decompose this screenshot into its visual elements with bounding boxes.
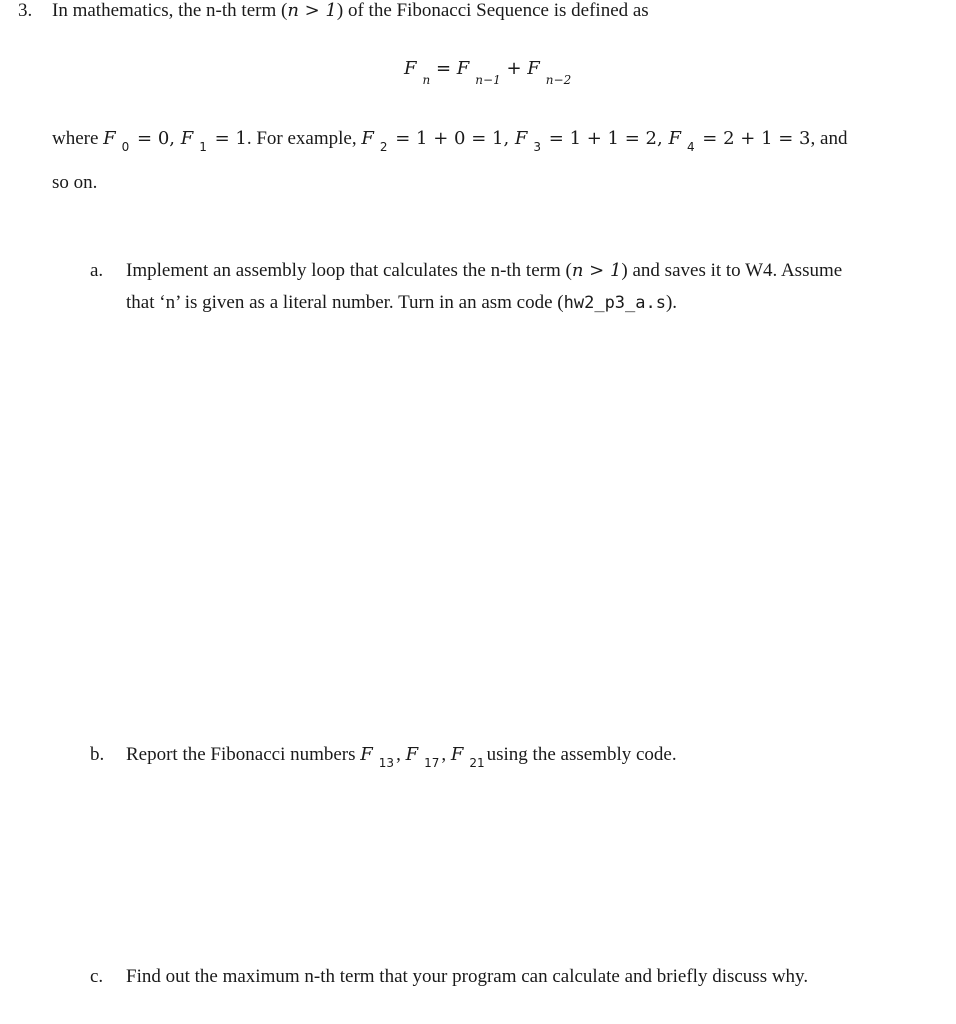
def-f0-var: F [103, 128, 116, 149]
part-b-f17-var: F [405, 744, 419, 765]
def-f1-sub: 1 [199, 140, 207, 154]
def-f1-var: F [180, 128, 194, 149]
def-where: where [52, 128, 104, 149]
formula-t1-var: F [456, 58, 470, 79]
definition-so-on: so on. [52, 172, 98, 193]
part-b-suffix: using the assembly code. [486, 744, 677, 765]
intro-math: n > 1 [287, 0, 337, 21]
part-a-line2 [126, 292, 677, 314]
def-f2-sub: 2 [379, 140, 388, 154]
part-b-comma2: , [441, 744, 451, 765]
formula-t2-sub: n−2 [545, 73, 572, 87]
part-a-line1-suffix: ) and saves it to W4. Assume [621, 260, 843, 281]
def-f3-eq: = 1 + 1 = 2, [543, 128, 669, 149]
def-f2-var: F [361, 128, 374, 149]
part-a-line2-prefix: that ‘n’ is given as a literal number. Turn in an asm code ( [126, 292, 564, 313]
def-tail: , and [810, 128, 848, 149]
def-f1-eq: = 1 [208, 128, 247, 149]
def-f4-var: F [668, 128, 681, 149]
formula-lhs-var: F [404, 58, 417, 79]
definition-line [52, 128, 848, 154]
part-b-prefix: Report the Fibonacci numbers [126, 744, 361, 765]
part-b-f17-sub: 17 [424, 756, 440, 770]
def-for-example: . For example, [246, 128, 362, 149]
part-b-text [126, 744, 677, 770]
part-b-f13-var: F [360, 744, 373, 765]
intro-prefix: In mathematics, the n-th term ( [52, 0, 288, 21]
part-b-marker: b. [90, 744, 105, 765]
formula-t2-var: F [527, 58, 540, 79]
formula-eq: = [435, 58, 452, 79]
part-c-marker: c. [90, 966, 104, 987]
part-a-filename: hw2_p3_a.s [563, 293, 666, 313]
part-c-text: Find out the maximum n-th term that your program can calculate and briefly discuss why. [126, 966, 809, 987]
part-b-comma1: , [396, 744, 406, 765]
formula-lhs-sub: n [422, 73, 431, 87]
problem-number: 3. [18, 0, 33, 21]
def-f2-eq: = 1 + 0 = 1, [389, 128, 515, 149]
part-a-marker: a. [90, 260, 104, 281]
def-f3-var: F [514, 128, 528, 149]
recurrence-formula [404, 58, 572, 87]
def-f4-eq: = 2 + 1 = 3 [696, 128, 811, 149]
part-a-line1 [126, 260, 842, 282]
problem-intro [52, 0, 649, 22]
part-a-line2-suffix: ). [665, 292, 678, 313]
part-a-math: n > 1 [571, 260, 622, 281]
def-f0-sub: 0 [121, 140, 130, 154]
part-b-f21-var: F [450, 744, 464, 765]
intro-suffix: ) of the Fibonacci Sequence is defined as [336, 0, 649, 21]
formula-plus: + [506, 58, 522, 79]
part-b-f21-sub: 21 [469, 756, 485, 770]
part-b-f13-sub: 13 [378, 756, 395, 770]
part-a-line1-prefix: Implement an assembly loop that calculates the n-th term ( [126, 260, 572, 281]
def-f4-sub: 4 [686, 140, 695, 154]
formula-t1-sub: n−1 [475, 73, 501, 87]
def-f3-sub: 3 [533, 140, 542, 154]
def-f0-eq: = 0, [131, 128, 181, 149]
